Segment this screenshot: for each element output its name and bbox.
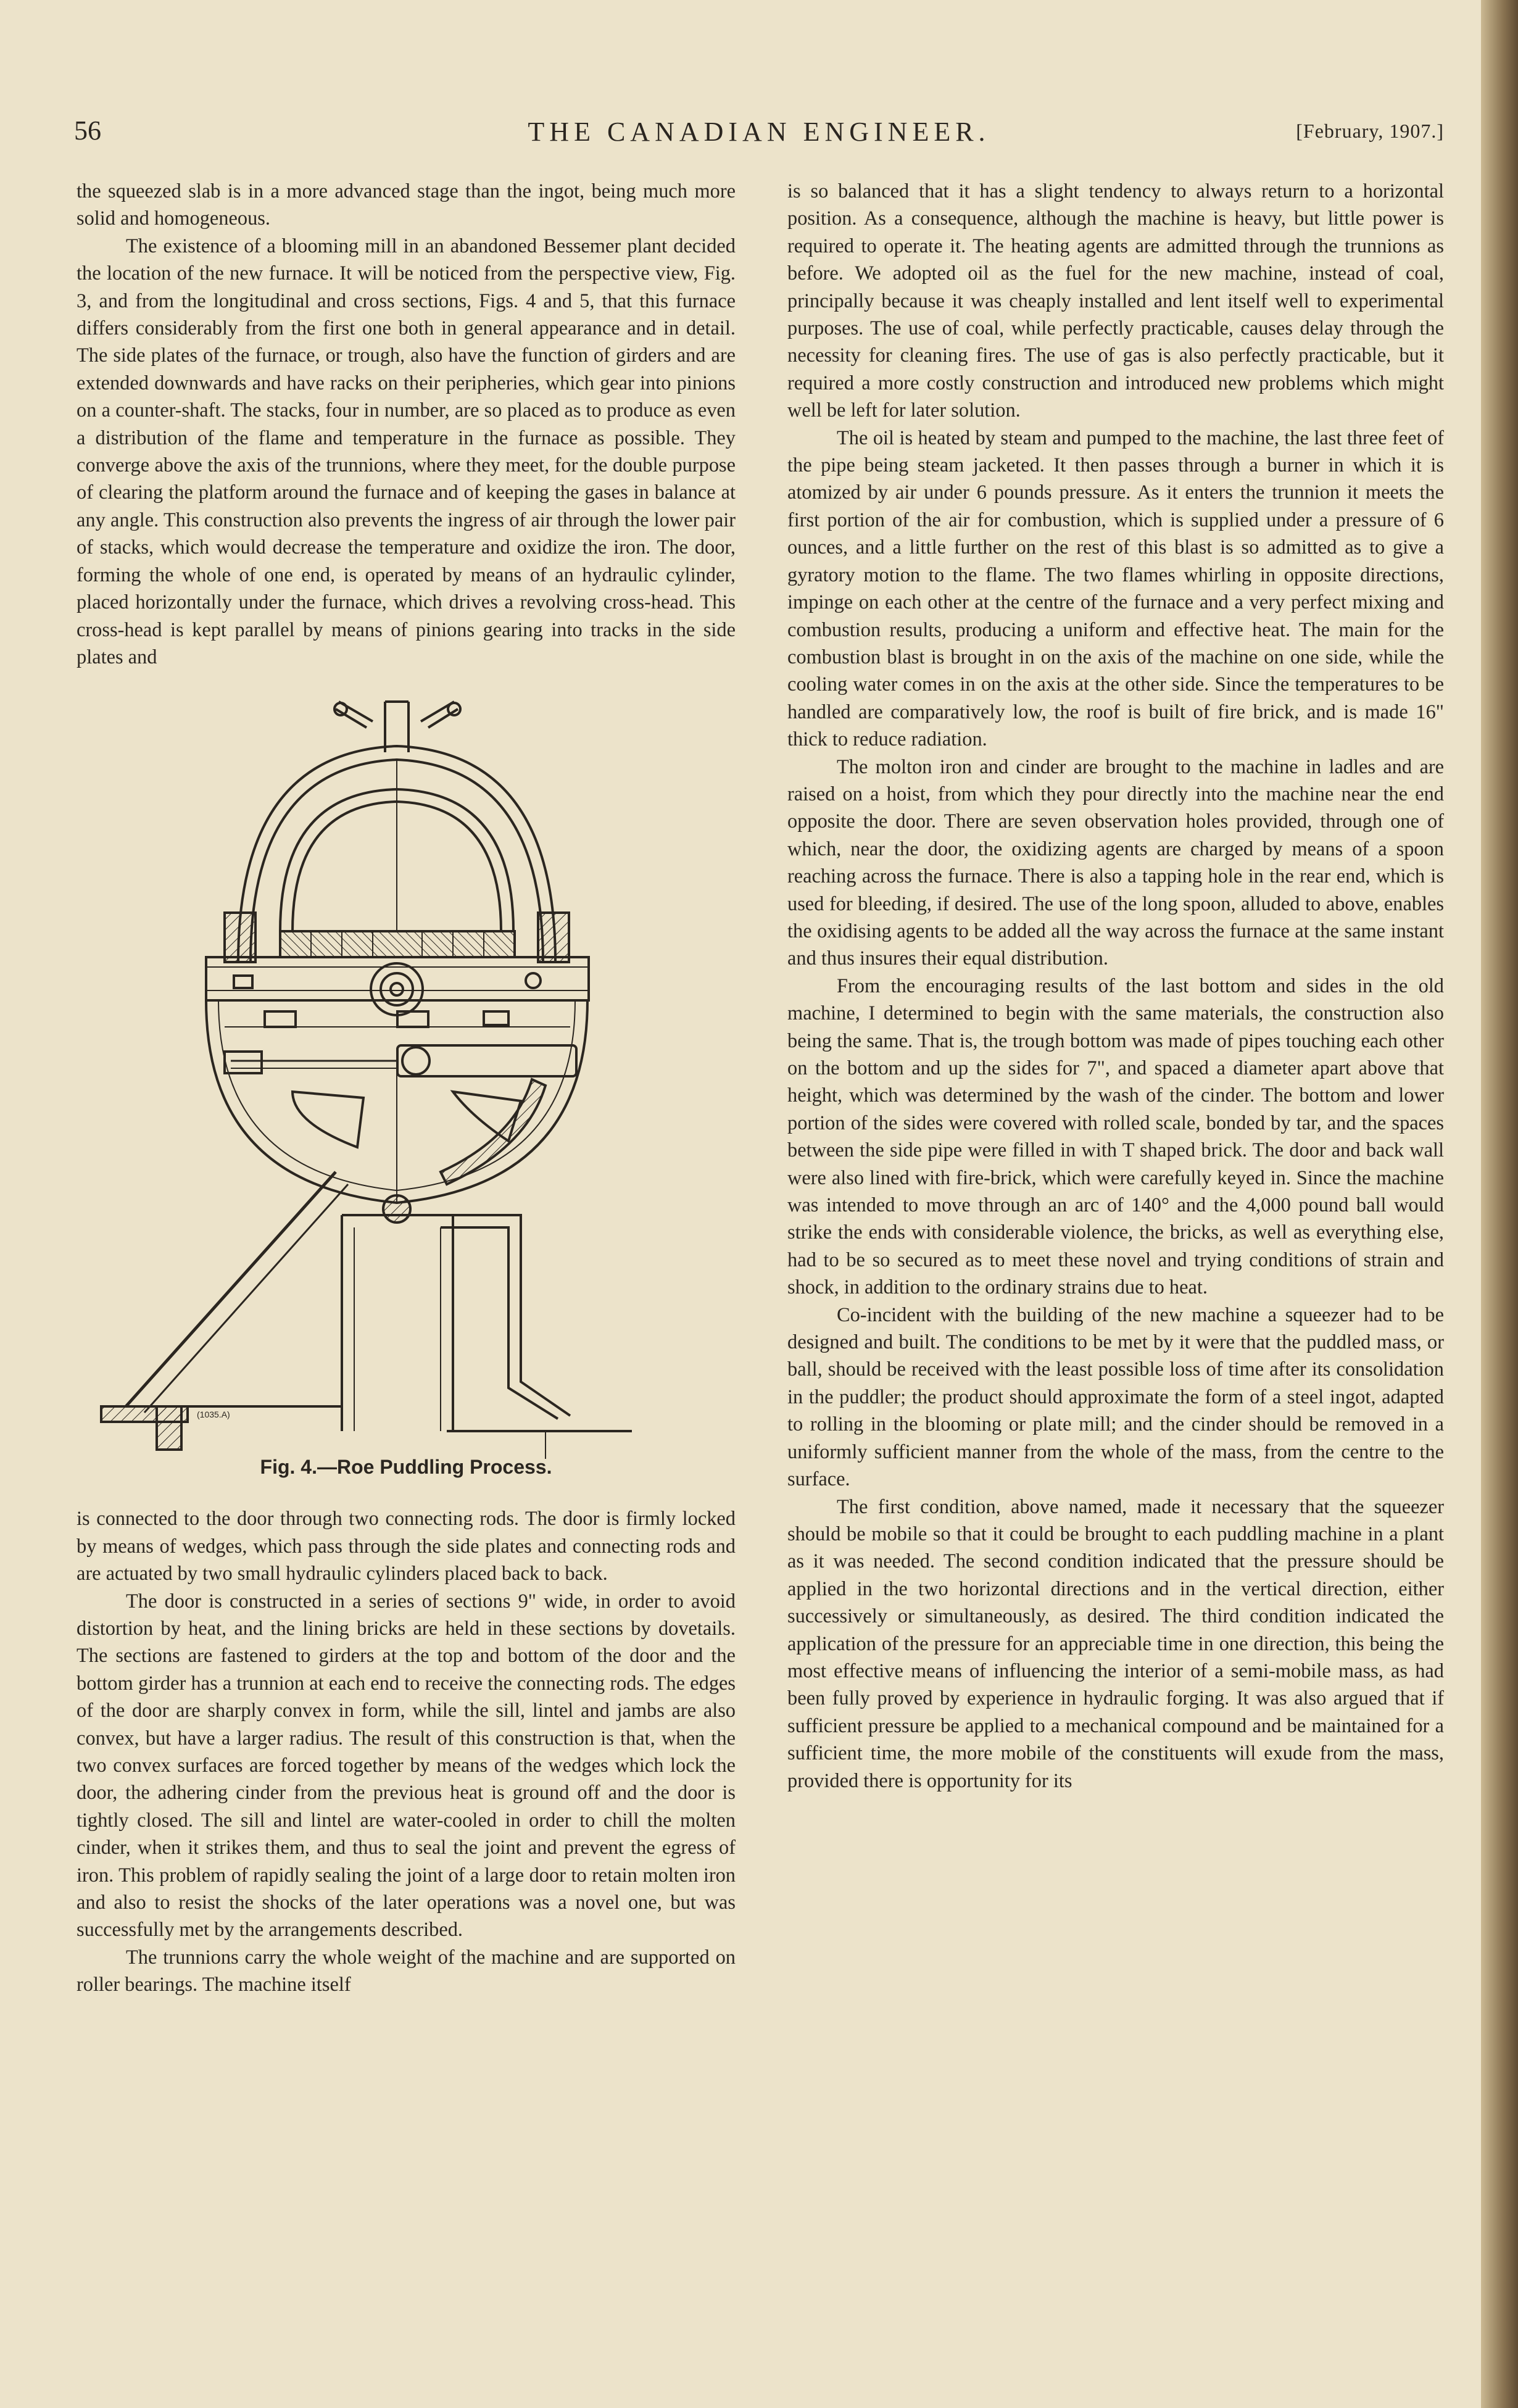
figure-stamp: (1035.A): [197, 1410, 230, 1420]
paragraph: From the encouraging results of the last bottom and sides in the old machine, I determined to begin with the same materials, the construction also being the same. That is, the trough bottom was made of pipes touching each other on the bottom and up the sides for 7", and spaced a diameter apart above that height, which was determined by the wash of the cinder. The bottom and lower portion of the sides were covered with rolled scale, bonded by tar, and the spaces between the side pipe were filled in with T shaped brick. The door and back wall were also lined with fire-brick, which were carefully keyed in. Since the machine was intended to move through an arc of 140° and the 4,000 pound ball would strike the ends with considerable violence, the bricks, as well as everything else, had to be so secured as to meet these novel and trying conditions of strain and shock, in addition to the ordinary strains due to heat.: [787, 974, 1444, 1299]
figure-caption: Fig. 4.—Roe Puddling Process.: [260, 1455, 552, 1478]
paragraph: The door is constructed in a series of sections 9" wide, in order to avoid distortion by heat, and the lining bricks are held in these sections by dovetails. The sections are fastened to girders at the top and bottom of the door and the bottom girder has a trunnion at each end to receive the connecting rods. The edges of the door are sharply convex in form, while the sill, lintel and jambs are also convex, but have a larger radius. The result of this construction is that, when the two convex surfaces are forced together by means of the wedges which lock the door, the adhering cinder from the previous heat is ground off and the door is tightly closed. The sill and lintel are water-cooled in order to chill the molten cinder, when it strikes them, and thus to seal the joint and prevent the egress of iron. This problem of rapidly sealing the joint of a large door to retain molten iron and also to resist the shocks of the later operations was a novel one, but was successfully met by the arrangements described.: [77, 1590, 736, 1941]
page-edge: [1481, 0, 1518, 2408]
paragraph: is connected to the door through two connecting rods. The door is firmly locked by means of wedges, which pass through the side plates and connecting rods and are actuated by two small hydraulic cylinders placed back to back.: [77, 1508, 736, 1585]
paragraph: Co-incident with the building of the new machine a squeezer had to be designed and built. The conditions to be met by it were that the puddled mass, or ball, should be received with the least possible loss of time after its consolidation in the puddler; the product should approximate the form of a steel ingot, adapted to rolling in the blooming or plate mill; and the cinder should be removed in a uniformly sufficient manner from the whole of the mass, from the centre to the surface.: [787, 1303, 1444, 1491]
issue-date: [February, 1907.]: [1296, 120, 1444, 142]
page-header: [74, 109, 1444, 158]
paragraph: The molton iron and cinder are brought to the machine in ladles and are raised on a hoist, from which they pour directly into the machine near the end opposite the door. There are seven observation holes provided, through one of which, near the door, the oxidizing agents are charged by means of a spoon reaching across the furnace. There is also a tapping hole in the rear end, which is used for bleeding, if desired. The use of the long spoon, alluded to above, enables the oxidising agents to be added all the way across the furnace at the same instant and thus insures their equal distribution.: [787, 755, 1444, 970]
paragraph: the squeezed slab is in a more advanced stage than the ingot, being much more solid and homogeneous.: [77, 180, 736, 230]
left-column: [77, 178, 736, 1999]
page-number: 56: [74, 115, 101, 146]
figure-roe-puddling: [77, 691, 736, 1499]
furnace-cross-section-drawing: [77, 691, 736, 1462]
paragraph: The first condition, above named, made it necessary that the squeezer should be mobile so that it could be brought to each puddling machine in a plant as it was needed. The second condition indicated that the pressure should be applied in the two horizontal directions and in the vertical direction, either successively or simultaneously, as desired. The third condition indicated the application of the pressure for an appreciable time in one direction, this being the most effective means of influencing the interior of a semi-mobile mass, as had been fully proved by experience in hydraulic forging. It was also argued that if sufficient pressure be applied to a mechanical compound and be maintained for a sufficient time, the more mobile of the constituents will exude from the mass, provided there is opportunity for its: [787, 1495, 1444, 1792]
paragraph: The trunnions carry the whole weight of the machine and are supported on roller bearings. The machine itself: [77, 1946, 736, 1996]
paragraph: The oil is heated by steam and pumped to the machine, the last three feet of the pipe being steam jacketed. It then passes through a burner in which it is atomized by air under 6 pounds pressure. As it enters the trunnion it meets the first portion of the air for combustion, which is supplied under a pressure of 6 ounces, and a little further on the rest of this blast is so admitted as to give a gyratory motion to the flame. The two flames whirling in opposite directions, impinge on each other at the centre of the furnace and a very perfect mixing and combustion results, producing a uniform and effective heat. The main for the combustion blast is brought in on the axis of the machine on one side, while the cooling water comes in on the axis at the other side. Since the temperatures to be handled are comparatively low, the roof is built of fire brick, and is made 16" thick to reduce radiation.: [787, 426, 1444, 751]
paragraph: is so balanced that it has a slight tendency to always return to a horizontal position. As a consequence, although the machine is heavy, but little power is required to operate it. The heating agents are admitted through the trunnions as before. We adopted oil as the fuel for the new machine, instead of coal, principally because it was cheaply installed and lent itself well to experimental purposes. The use of coal, while perfectly practicable, causes delay through the necessity for cleaning fires. The use of gas is also perfectly practicable, but it required a more costly construction and introduced new problems which might well be left for later solution.: [787, 180, 1444, 422]
journal-title: THE CANADIAN ENGINEER.: [528, 117, 990, 147]
right-column: [787, 178, 1444, 1795]
paragraph: The existence of a blooming mill in an abandoned Bessemer plant decided the location of the new furnace. It will be noticed from the perspective view, Fig. 3, and from the longitudinal and cross sections, Figs. 4 and 5, that this furnace differs considerably from the first one both in general appearance and in detail. The side plates of the furnace, or trough, also have the function of girders and are extended downwards and have racks on their peripheries, which gear into pinions on a counter-shaft. The stacks, four in number, are so placed as to produce as even a distribution of the flame and temperature in the furnace as possible. They converge above the axis of the trunnions, where they meet, for the double purpose of clearing the platform around the furnace and of keeping the gases in balance at any angle. This construction also prevents the ingress of air through the lower pair of stacks, which would decrease the temperature and oxidize the iron. The door, forming the whole of one end, is operated by means of an hydraulic cylinder, placed horizontally under the furnace, which drives a revolving cross-head. This cross-head is kept parallel by means of pinions gearing into tracks in the side plates and: [77, 235, 736, 668]
